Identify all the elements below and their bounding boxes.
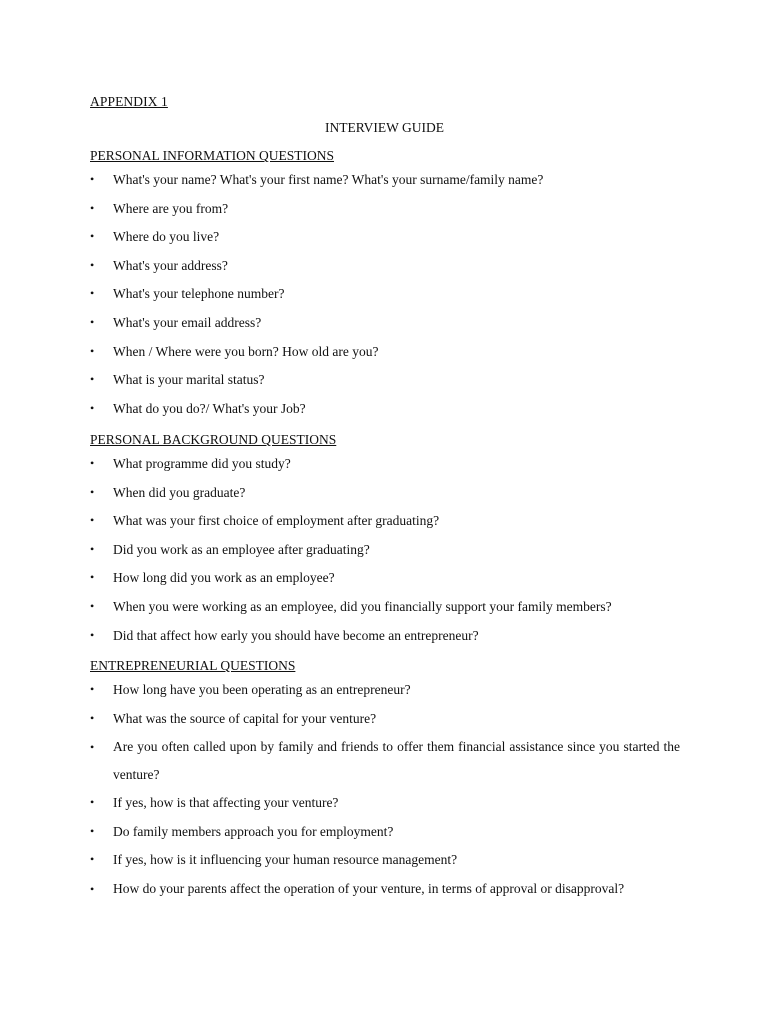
question-list xyxy=(90,676,680,904)
list-item xyxy=(90,622,680,651)
page-title xyxy=(0,120,768,136)
list-item xyxy=(90,479,680,508)
question-text: What is your marital status? xyxy=(113,372,265,388)
list-item xyxy=(90,166,680,195)
question-list xyxy=(90,450,680,650)
list-item xyxy=(90,593,680,622)
list-item xyxy=(90,309,680,338)
bullet-icon: • xyxy=(90,710,95,725)
bullet-icon: • xyxy=(90,627,95,642)
question-text: What's your name? What's your first name? What's your surname/family name? xyxy=(113,172,544,187)
bullet-icon: • xyxy=(90,286,95,301)
question-text: Did that affect how early you should have become an entrepreneur? xyxy=(113,627,479,643)
list-item xyxy=(90,338,680,367)
list-item xyxy=(90,733,680,789)
question-text: Are you often called upon by family and friends to offer them financial assistance since you started the venture? xyxy=(113,739,680,783)
list-item xyxy=(90,507,680,536)
bullet-icon: • xyxy=(90,682,95,696)
section-personal-background xyxy=(90,430,680,650)
list-item xyxy=(90,846,680,875)
list-item xyxy=(90,676,680,705)
bullet-icon: • xyxy=(90,570,95,585)
list-item xyxy=(90,366,680,395)
question-text: Did you work as an employee after graduating? xyxy=(113,541,370,557)
question-text: Do family members approach you for employment? xyxy=(113,823,394,839)
bullet-icon: • xyxy=(90,513,95,528)
list-item xyxy=(90,195,680,224)
section-heading: PERSONAL BACKGROUND QUESTIONS xyxy=(90,432,337,447)
bullet-icon: • xyxy=(90,229,95,244)
bullet-icon: • xyxy=(90,314,95,329)
list-item xyxy=(90,705,680,734)
bullet-icon: • xyxy=(90,823,95,838)
bullet-icon: • xyxy=(90,598,95,613)
list-item xyxy=(90,280,680,309)
list-item xyxy=(90,223,680,252)
bullet-icon: • xyxy=(90,400,95,415)
bullet-icon: • xyxy=(90,484,95,499)
question-text: What was the source of capital for your venture? xyxy=(113,710,377,726)
bullet-icon: • xyxy=(90,172,95,186)
bullet-icon: • xyxy=(90,372,95,387)
question-text: Where do you live? xyxy=(113,229,220,245)
question-text: How long did you work as an employee? xyxy=(113,570,335,586)
bullet-icon: • xyxy=(90,795,95,810)
question-text: If yes, how is it influencing your human resource management? xyxy=(113,852,458,868)
bullet-icon: • xyxy=(90,343,95,358)
question-text: When / Where were you born? How old are you? xyxy=(113,343,379,359)
bullet-icon: • xyxy=(90,200,95,215)
question-text: What do you do?/ What's your Job? xyxy=(113,400,306,416)
bullet-icon: • xyxy=(90,740,95,755)
appendix-label: APPENDIX 1 xyxy=(90,94,168,109)
question-text: When did you graduate? xyxy=(113,484,246,500)
list-item xyxy=(90,818,680,847)
question-list xyxy=(90,166,680,423)
question-text: What programme did you study? xyxy=(113,456,291,471)
list-item xyxy=(90,789,680,818)
question-text: What's your email address? xyxy=(113,314,262,330)
section-heading: PERSONAL INFORMATION QUESTIONS xyxy=(90,148,335,163)
page-title-text: INTERVIEW GUIDE xyxy=(324,120,444,135)
list-item xyxy=(90,450,680,479)
question-text: If yes, how is that affecting your venture? xyxy=(113,795,339,811)
section-entrepreneurial xyxy=(90,656,680,904)
bullet-icon: • xyxy=(90,852,95,867)
list-item xyxy=(90,395,680,424)
list-item xyxy=(90,875,680,904)
bullet-icon: • xyxy=(90,456,95,470)
question-text: What's your telephone number? xyxy=(113,286,285,302)
question-text: When you were working as an employee, did you financially support your family members? xyxy=(113,598,612,614)
list-item xyxy=(90,564,680,593)
list-item xyxy=(90,252,680,281)
question-text: How long have you been operating as an entrepreneur? xyxy=(113,682,411,697)
section-personal-information xyxy=(90,146,680,423)
question-text: What's your address? xyxy=(113,257,228,273)
list-item xyxy=(90,536,680,565)
section-heading: ENTREPRENEURIAL QUESTIONS xyxy=(90,658,296,673)
bullet-icon: • xyxy=(90,541,95,556)
bullet-icon: • xyxy=(90,881,95,896)
question-text: Where are you from? xyxy=(113,200,229,216)
bullet-icon: • xyxy=(90,257,95,272)
question-text: What was your first choice of employment after graduating? xyxy=(113,513,440,529)
question-text: How do your parents affect the operation of your venture, in terms of approval or disapproval? xyxy=(113,880,625,896)
